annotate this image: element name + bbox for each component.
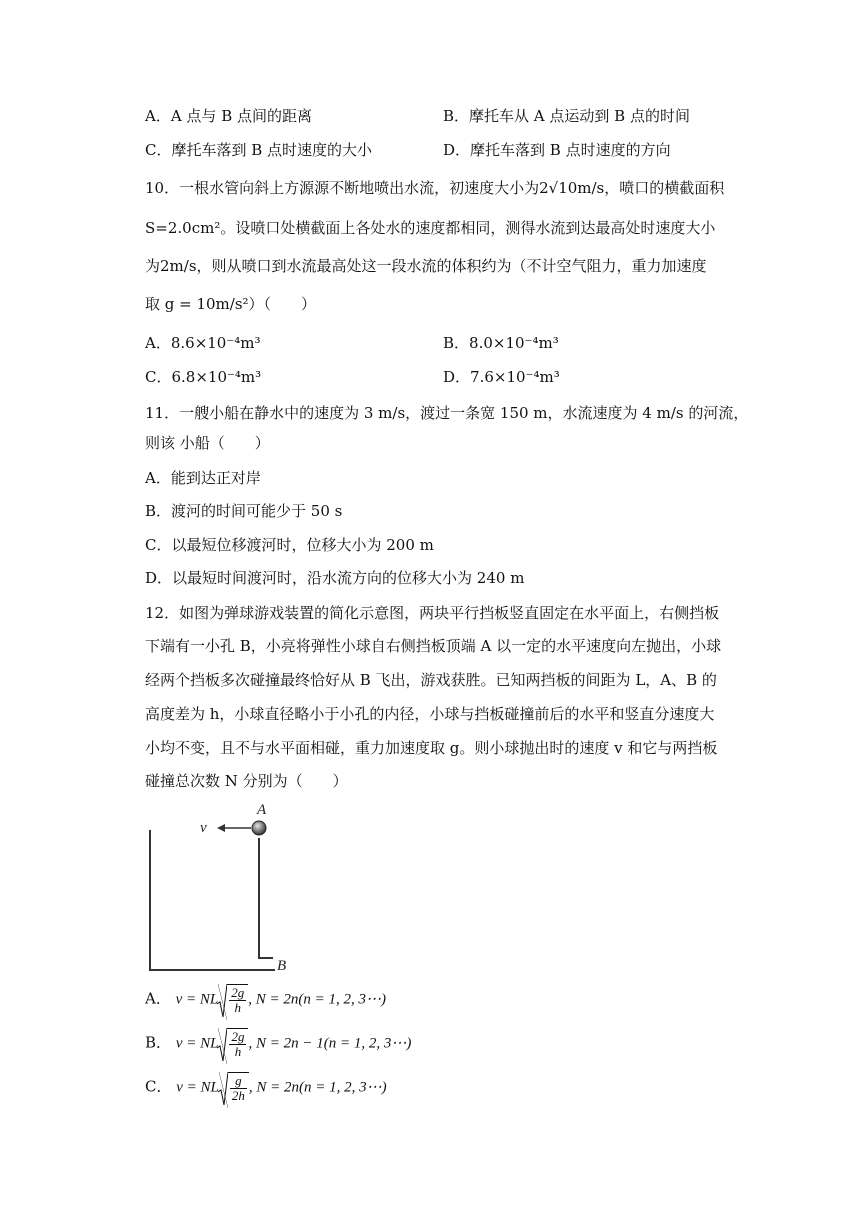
q12-option-b-v-eq: v = NL (175, 1035, 219, 1052)
q12-option-b-denominator: h (234, 1044, 242, 1059)
q12-option-b-n-range: (n = 1, 2, 3⋯) (323, 1035, 412, 1052)
q12-option-c-n-range: (n = 1, 2, 3⋯) (299, 1079, 387, 1096)
ball (252, 821, 266, 835)
q12-stem-line-1: 12．如图为弹球游戏装置的简化示意图，两块平行挡板竖直固定在水平面上，右侧挡板 (145, 604, 720, 622)
q11-stem-line-2: 则该 小船（ ） (145, 434, 270, 452)
q11-option-c: C．以最短位移渡河时，位移大小为 200 m (145, 536, 434, 554)
q12-option-c-sqrt (228, 1072, 249, 1103)
q10-stem-line-4: 取 g = 10m/s²）（ ） (145, 295, 317, 313)
q12-option-a-label: A． (145, 989, 171, 1008)
q12-option-a-denominator: h (234, 1000, 242, 1015)
right-wall (259, 838, 273, 958)
q12-option-c-n-eq: , N = 2n (248, 1079, 300, 1096)
q12-option-a-fraction (229, 986, 246, 1015)
q11-stem-line-1: 11．一艘小船在静水中的速度为 3 m/s，渡过一条宽 150 m，水流速度为 4 m/s 的河流， (145, 404, 749, 422)
q12-option-b-label: B． (145, 1033, 172, 1052)
label-a: A (257, 802, 267, 818)
q10-stem-line-2: S=2.0cm²。设喷口处横截面上各处水的速度都相同，测得水流到达最高处时速度大小 (145, 219, 716, 237)
q11-option-d: D．以最短时间渡河时，沿水流方向的位移大小为 240 m (145, 569, 525, 587)
q12-option-c-label: C． (145, 1077, 172, 1096)
q12-stem-line-3: 经两个挡板多次碰撞最终恰好从 B 飞出，游戏获胜。已知两挡板的间距为 L，A、B 的 (145, 671, 717, 689)
q10-option-d: D．7.6×10⁻⁴m³ (443, 368, 560, 386)
q12-option-b-numerator: 2g (231, 1029, 245, 1044)
q12-option-b-sqrt (227, 1028, 248, 1059)
q12-stem-line-2: 下端有一小孔 B，小亮将弹性小球自右侧挡板顶端 A 以一定的水平速度向左抛出，小球 (145, 637, 722, 655)
q12-option-a-sqrt (227, 984, 248, 1015)
q11-option-a: A．能到达正对岸 (145, 469, 261, 487)
q9-option-a: A．A 点与 B 点间的距离 (145, 107, 312, 125)
q9-option-d: D．摩托车落到 B 点时速度的方向 (443, 141, 671, 159)
q12-option-c-fraction (230, 1074, 247, 1103)
q12-option-c (145, 1072, 387, 1103)
q10-option-a: A．8.6×10⁻⁴m³ (145, 334, 261, 352)
left-wall-and-floor (150, 830, 275, 970)
q10-option-c: C．6.8×10⁻⁴m³ (145, 368, 262, 386)
velocity-arrowhead (217, 824, 225, 832)
q12-option-b (145, 1028, 411, 1059)
q10-option-b: B．8.0×10⁻⁴m³ (443, 334, 559, 352)
q9-option-b: B．摩托车从 A 点运动到 B 点的时间 (443, 107, 690, 125)
q12-option-c-denominator: 2h (231, 1088, 245, 1103)
label-b: B (277, 958, 287, 974)
q12-option-a-n-range: (n = 1, 2, 3⋯) (298, 991, 387, 1008)
q10-stem-prefix: 10．一根水管向斜上方源源不断地喷出水流，初速度大小为 (145, 179, 540, 197)
q10-stem-line-1 (145, 178, 724, 198)
q12-option-a-v-eq: v = NL (175, 991, 219, 1008)
q12-option-b-fraction (229, 1030, 246, 1059)
q9-option-c: C．摩托车落到 B 点时速度的大小 (145, 141, 373, 159)
q12-stem-line-5: 小均不变，且不与水平面相碰，重力加速度取 g。则小球抛出时的速度 v 和它与两挡板 (145, 739, 718, 757)
q12-option-a-numerator: 2g (231, 985, 245, 1000)
q10-stem-suffix: ，喷口的横截面积 (604, 179, 725, 197)
label-v: v (200, 820, 207, 836)
q10-stem-line-3: 为2m/s，则从喷口到水流最高处这一段水流的体积约为（不计空气阻力，重力加速度 (145, 257, 707, 275)
q11-option-b: B．渡河的时间可能少于 50 s (145, 502, 343, 520)
q10-initial-speed: 2√10m/s (539, 179, 605, 197)
q12-option-b-n-eq: , N = 2n − 1 (248, 1035, 324, 1052)
q12-option-c-numerator: g (230, 1074, 247, 1089)
bounce-game-diagram (145, 800, 305, 978)
q12-option-c-v-eq: v = NL (176, 1079, 219, 1096)
q12-option-a (145, 984, 386, 1015)
q12-option-a-n-eq: , N = 2n (248, 991, 299, 1008)
q12-stem-line-4: 高度差为 h，小球直径略小于小孔的内径，小球与挡板碰撞前后的水平和竖直分速度大 (145, 705, 715, 723)
q12-stem-line-6: 碰撞总次数 N 分别为（ ） (145, 772, 348, 790)
